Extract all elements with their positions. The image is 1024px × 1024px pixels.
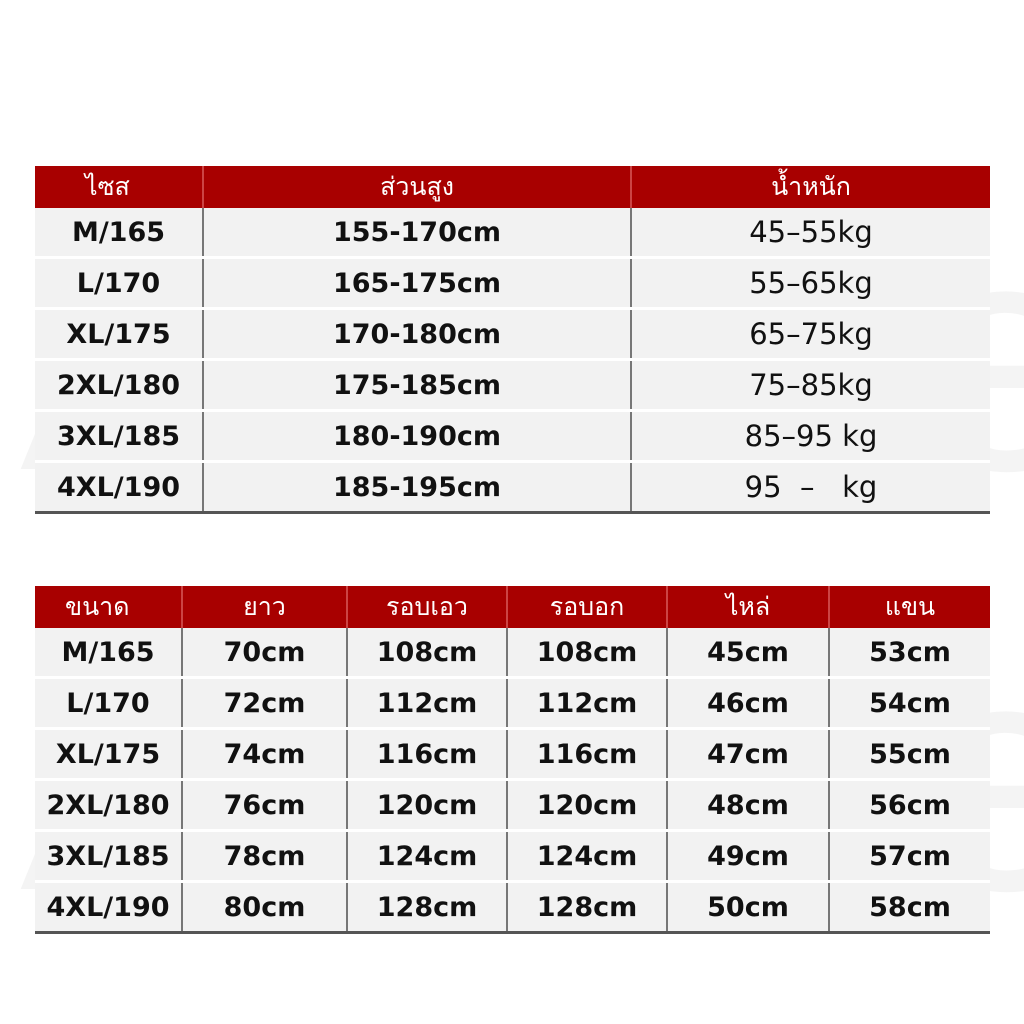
- sleeve-cell: 53cm: [829, 628, 990, 678]
- size-cell: XL/175: [35, 729, 182, 780]
- header-size: ไซส: [35, 166, 203, 208]
- table-header-row: [35, 586, 990, 628]
- header-height: ส่วนสูง: [203, 166, 631, 208]
- sleeve-cell: 55cm: [829, 729, 990, 780]
- size-weight-table: [35, 166, 990, 514]
- sleeve-cell: 57cm: [829, 831, 990, 882]
- size-cell: L/170: [35, 678, 182, 729]
- sleeve-cell: 54cm: [829, 678, 990, 729]
- waist-cell: 124cm: [347, 831, 507, 882]
- sleeve-cell: 58cm: [829, 882, 990, 933]
- table-row: [35, 780, 990, 831]
- size-cell: 4XL/190: [35, 462, 203, 513]
- header-weight: น้ำหนัก: [631, 166, 990, 208]
- shoulder-cell: 45cm: [667, 628, 829, 678]
- chest-cell: 108cm: [507, 628, 667, 678]
- height-cell: 180-190cm: [203, 411, 631, 462]
- table-row: [35, 360, 990, 411]
- height-cell: 155-170cm: [203, 208, 631, 258]
- length-cell: 80cm: [182, 882, 347, 933]
- weight-cell: 55–65kg: [631, 258, 990, 309]
- weight-cell: 45–55kg: [631, 208, 990, 258]
- table-row: [35, 729, 990, 780]
- header-chest: รอบอก: [507, 586, 667, 628]
- chest-cell: 116cm: [507, 729, 667, 780]
- size-cell: M/165: [35, 628, 182, 678]
- chest-cell: 128cm: [507, 882, 667, 933]
- table-row: [35, 831, 990, 882]
- shoulder-cell: 48cm: [667, 780, 829, 831]
- table-row: [35, 411, 990, 462]
- length-cell: 74cm: [182, 729, 347, 780]
- length-cell: 72cm: [182, 678, 347, 729]
- size-cell: 3XL/185: [35, 831, 182, 882]
- chest-cell: 120cm: [507, 780, 667, 831]
- header-length: ยาว: [182, 586, 347, 628]
- sleeve-cell: 56cm: [829, 780, 990, 831]
- shoulder-cell: 50cm: [667, 882, 829, 933]
- height-cell: 165-175cm: [203, 258, 631, 309]
- length-cell: 76cm: [182, 780, 347, 831]
- waist-cell: 120cm: [347, 780, 507, 831]
- chest-cell: 112cm: [507, 678, 667, 729]
- weight-cell: 85–95 kg: [631, 411, 990, 462]
- length-cell: 78cm: [182, 831, 347, 882]
- size-cell: M/165: [35, 208, 203, 258]
- table-header-row: [35, 166, 990, 208]
- waist-cell: 128cm: [347, 882, 507, 933]
- waist-cell: 112cm: [347, 678, 507, 729]
- shoulder-cell: 46cm: [667, 678, 829, 729]
- header-sleeve: แขน: [829, 586, 990, 628]
- weight-cell: 95 – kg: [631, 462, 990, 513]
- waist-cell: 108cm: [347, 628, 507, 678]
- table-row: [35, 462, 990, 513]
- size-cell: 4XL/190: [35, 882, 182, 933]
- size-cell: 2XL/180: [35, 360, 203, 411]
- height-cell: 170-180cm: [203, 309, 631, 360]
- table-row: [35, 258, 990, 309]
- size-cell: XL/175: [35, 309, 203, 360]
- height-cell: 175-185cm: [203, 360, 631, 411]
- header-shoulder: ไหล่: [667, 586, 829, 628]
- waist-cell: 116cm: [347, 729, 507, 780]
- measurement-table: [35, 586, 990, 934]
- table-row: [35, 882, 990, 933]
- height-cell: 185-195cm: [203, 462, 631, 513]
- shoulder-cell: 49cm: [667, 831, 829, 882]
- length-cell: 70cm: [182, 628, 347, 678]
- table-row: [35, 678, 990, 729]
- shoulder-cell: 47cm: [667, 729, 829, 780]
- chest-cell: 124cm: [507, 831, 667, 882]
- size-cell: 3XL/185: [35, 411, 203, 462]
- header-waist: รอบเอว: [347, 586, 507, 628]
- size-cell: L/170: [35, 258, 203, 309]
- header-size: ขนาด: [35, 586, 182, 628]
- table-row: [35, 208, 990, 258]
- weight-cell: 65–75kg: [631, 309, 990, 360]
- weight-cell: 75–85kg: [631, 360, 990, 411]
- size-cell: 2XL/180: [35, 780, 182, 831]
- table-row: [35, 309, 990, 360]
- table-row: [35, 628, 990, 678]
